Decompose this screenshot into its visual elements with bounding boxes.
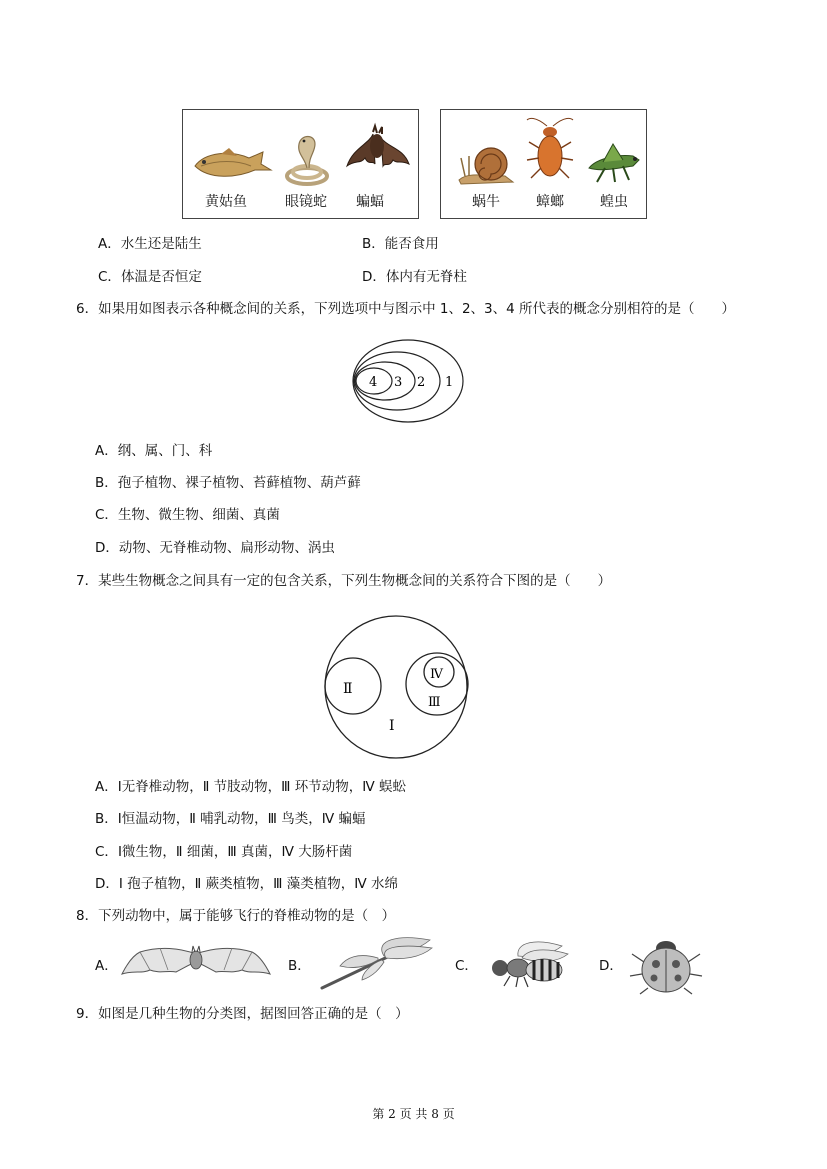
ellipse-label-4: 4 [369,375,378,390]
option-letter: D． [95,540,119,556]
page-number: 第 2 页 共 8 页 [372,1107,455,1121]
option-letter: C． [95,507,118,523]
q8-option-a-letter: A． [95,958,118,974]
circle-II [325,658,381,714]
q5-label-grasshopper: 蝗虫 [600,194,628,210]
q5-option-c [98,267,202,287]
q7-venn-diagram [322,614,474,762]
bat-sketch-icon [120,944,272,980]
option-text: 体温是否恒定 [120,269,202,285]
bat-icon [343,124,413,184]
q6-stem: 6．如果用如图表示各种概念间的关系，下列选项中与图示中 1、2、3、4 所代表的概念分别相符的是（ ） [76,301,736,317]
option-text: 体内有无脊柱 [385,269,467,285]
option-text: 动物、无脊椎动物、扁形动物、涡虫 [118,540,335,556]
q6-option-d [95,538,335,558]
q7-option-c [95,842,352,862]
q5-label-bat: 蝙蝠 [356,194,384,210]
q5-label-snail: 蜗牛 [472,194,500,210]
option-text: Ⅰ无脊椎动物，Ⅱ 节肢动物，Ⅲ 环节动物，Ⅳ 蜈蚣 [117,779,407,795]
grasshopper-icon [583,138,643,184]
q5-option-a [98,234,202,254]
label-III: Ⅲ [428,695,441,710]
q6-option-a [95,441,212,461]
ellipse-label-3: 3 [394,375,403,390]
q9-stem: 9．如图是几种生物的分类图，据图回答正确的是（ ） [76,1006,409,1022]
option-text: 能否食用 [384,236,439,252]
cockroach-icon [525,116,575,188]
option-letter: D． [362,269,386,285]
q8-option-d-letter: D． [599,958,623,974]
q5-option-d [362,267,467,287]
ellipse-label-1: 1 [445,375,454,390]
option-letter: A． [98,236,121,252]
ladybug-icon [628,938,704,996]
option-letter: B． [95,475,118,491]
q7-stem: 7．某些生物概念之间具有一定的包含关系，下列生物概念间的关系符合下图的是（ ） [76,573,612,589]
label-II: Ⅱ [343,681,353,697]
q5-image-panel-left [182,109,419,219]
option-letter: D． [95,876,119,892]
label-IV: Ⅳ [430,667,443,682]
option-text: 纲、属、门、科 [117,443,213,459]
option-text: 水生还是陆生 [120,236,202,252]
cobra-icon [283,128,333,186]
q6-option-c [95,505,280,525]
label-I: Ⅰ [389,718,395,734]
q8-stem: 8．下列动物中，属于能够飞行的脊椎动物的是（ ） [76,908,396,924]
q5-label-cockroach: 蟑螂 [536,194,564,210]
ellipse-3 [355,362,415,400]
option-text: Ⅰ微生物，Ⅱ 细菌，Ⅲ 真菌，Ⅳ 大肠杆菌 [117,844,353,860]
q5-label-cobra: 眼镜蛇 [285,194,327,210]
option-letter: A． [95,779,118,795]
option-text: 孢子植物、裸子植物、苔藓植物、葫芦藓 [117,475,361,491]
q7-option-b [95,809,366,829]
option-text: Ⅰ 孢子植物，Ⅱ 蕨类植物，Ⅲ 藻类植物，Ⅳ 水绵 [118,876,398,892]
option-letter: B． [362,236,385,252]
option-letter: C． [95,844,118,860]
q6-nested-ellipses-diagram [352,336,468,424]
option-letter: A． [95,443,118,459]
bee-icon [488,940,570,988]
q7-option-a [95,777,406,797]
ellipse-label-2: 2 [417,375,426,390]
q6-option-b [95,473,361,493]
q5-image-panel-right [440,109,647,219]
option-letter: B． [95,811,118,827]
option-text: 生物、微生物、细菌、真菌 [117,507,280,523]
yellow-croaker-fish-icon [191,148,273,182]
snail-icon [455,136,517,186]
q8-option-c-letter: C． [455,958,478,974]
q5-option-b [362,234,439,254]
option-text: Ⅰ恒温动物，Ⅱ 哺乳动物，Ⅲ 鸟类，Ⅳ 蝙蝠 [117,811,366,827]
q8-option-b-letter: B． [288,958,311,974]
q7-option-d [95,874,398,894]
dragonfly-icon [318,936,434,992]
q5-label-fish: 黄姑鱼 [205,194,247,210]
option-letter: C． [98,269,121,285]
